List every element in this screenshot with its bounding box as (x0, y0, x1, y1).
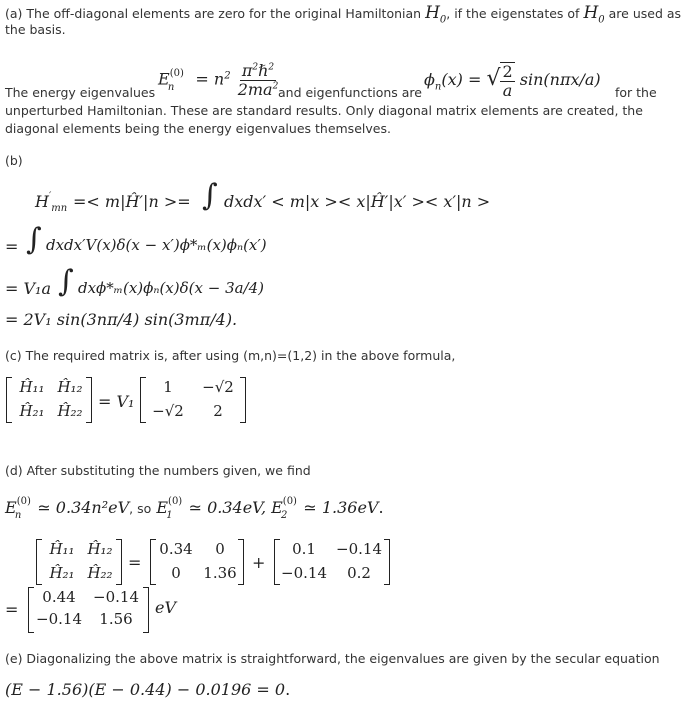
bracket (116, 539, 122, 585)
b-line3-pre: = V₁a (5, 279, 51, 298)
text: (a) The off-diagonal elements are zero for the original Hamiltonian (5, 6, 422, 21)
bracket (238, 539, 244, 585)
a11: 0.34 (159, 540, 193, 558)
integral-sign: ∫ (58, 264, 74, 299)
b-line1-tail: dxdx′ < m|x >< x|Ĥ′|x′ >< x′|n > (224, 192, 491, 211)
energy-label: The energy eigenvalues (5, 85, 156, 100)
eq: = (128, 553, 142, 572)
b-line3: dxϕ*ₘ(x)ϕₙ(x)δ(x − 3a/4) (78, 279, 264, 297)
m21: Ĥ₂₁ (19, 402, 45, 420)
b12: −0.14 (336, 540, 382, 558)
r21: −√2 (152, 402, 184, 420)
eq: = (5, 600, 19, 619)
r11: 1 (163, 378, 173, 396)
m12: Ĥ₁₂ (57, 378, 83, 396)
part-c-label: (c) The required matrix is, after using (m,n)=(1,2) in the above formula, (5, 348, 456, 363)
plus: + (252, 553, 266, 572)
h0-symbol: $H_0$ (425, 3, 447, 26)
part-a-line4: unperturbed Hamiltonian. These are standard results. Only diagonal matrix elements are created, the (5, 103, 643, 118)
a12: 0 (215, 540, 225, 558)
m22: Ĥ₂₂ (57, 402, 83, 420)
part-b-label: (b) (5, 153, 23, 168)
energy-formula: $E^{(0)}_n = n^2$ $\frac{\pi^2\hbar^2}{2ma^2}$ (158, 61, 279, 99)
eigenfunction-label: and eigenfunctions are (278, 85, 422, 100)
unit: eV (155, 598, 177, 617)
b-line1: =< m|Ĥ′|n >= (73, 192, 191, 211)
c22: 1.56 (99, 610, 133, 628)
r22: 2 (213, 402, 223, 420)
secular-equation: (E − 1.56)(E − 0.44) − 0.0196 = 0. (5, 680, 291, 699)
bracket (240, 377, 246, 423)
bracket (36, 539, 42, 585)
part-a-line2: the basis. (5, 22, 66, 37)
text: , if the eigenstates of (446, 6, 580, 21)
a21: 0 (171, 564, 181, 582)
bracket (6, 377, 12, 423)
b-line4: = 2V₁ sin(3nπ/4) sin(3mπ/4). (5, 310, 238, 329)
bracket (86, 377, 92, 423)
d-m22: Ĥ₂₂ (87, 564, 113, 582)
b-line2: dxdx′V(x)δ(x − x′)ϕ*ₘ(x)ϕₙ(x′) (46, 236, 267, 254)
bracket (143, 587, 149, 633)
part-a-line1 (5, 3, 681, 25)
integral-sign: ∫ (26, 222, 42, 257)
part-d-label: (d) After substituting the numbers given, we find (5, 463, 311, 478)
b11: 0.1 (292, 540, 316, 558)
c12: −0.14 (93, 588, 139, 606)
r12: −√2 (202, 378, 234, 396)
phi-formula: $\phi_n(x)$ = √ $\frac{2}{a}$ sin(nπx/a) (424, 62, 601, 100)
text: are used as (608, 6, 681, 21)
d-m11: Ĥ₁₁ (49, 540, 75, 558)
hmn-symbol: $H'_{mn}$ (35, 191, 68, 215)
for-the: for the (615, 85, 657, 100)
c11: 0.44 (42, 588, 76, 606)
bracket (384, 539, 390, 585)
d-line1: $E^{(0)}_n$ ≃ 0.34n²eV, so $E^{(0)}_1$ ≃ 0.34eV, $E^{(0)}_2$ ≃ 1.36eV. (5, 496, 384, 521)
a22: 1.36 (203, 564, 237, 582)
bracket (140, 377, 146, 423)
h0-symbol-2: $H_0$ (583, 3, 605, 26)
integral-sign: ∫ (202, 178, 218, 213)
b-eq2: = (5, 237, 19, 256)
d-m12: Ĥ₁₂ (87, 540, 113, 558)
b21: −0.14 (281, 564, 327, 582)
part-a-line5: diagonal elements being the energy eigenvalues themselves. (5, 121, 391, 136)
part-e-label: (e) Diagonalizing the above matrix is straightforward, the eigenvalues are given by the secular equation (5, 651, 660, 666)
c21: −0.14 (36, 610, 82, 628)
m11: Ĥ₁₁ (19, 378, 45, 396)
b22: 0.2 (347, 564, 371, 582)
d-m21: Ĥ₂₁ (49, 564, 75, 582)
c-eq: = V₁ (98, 392, 135, 411)
